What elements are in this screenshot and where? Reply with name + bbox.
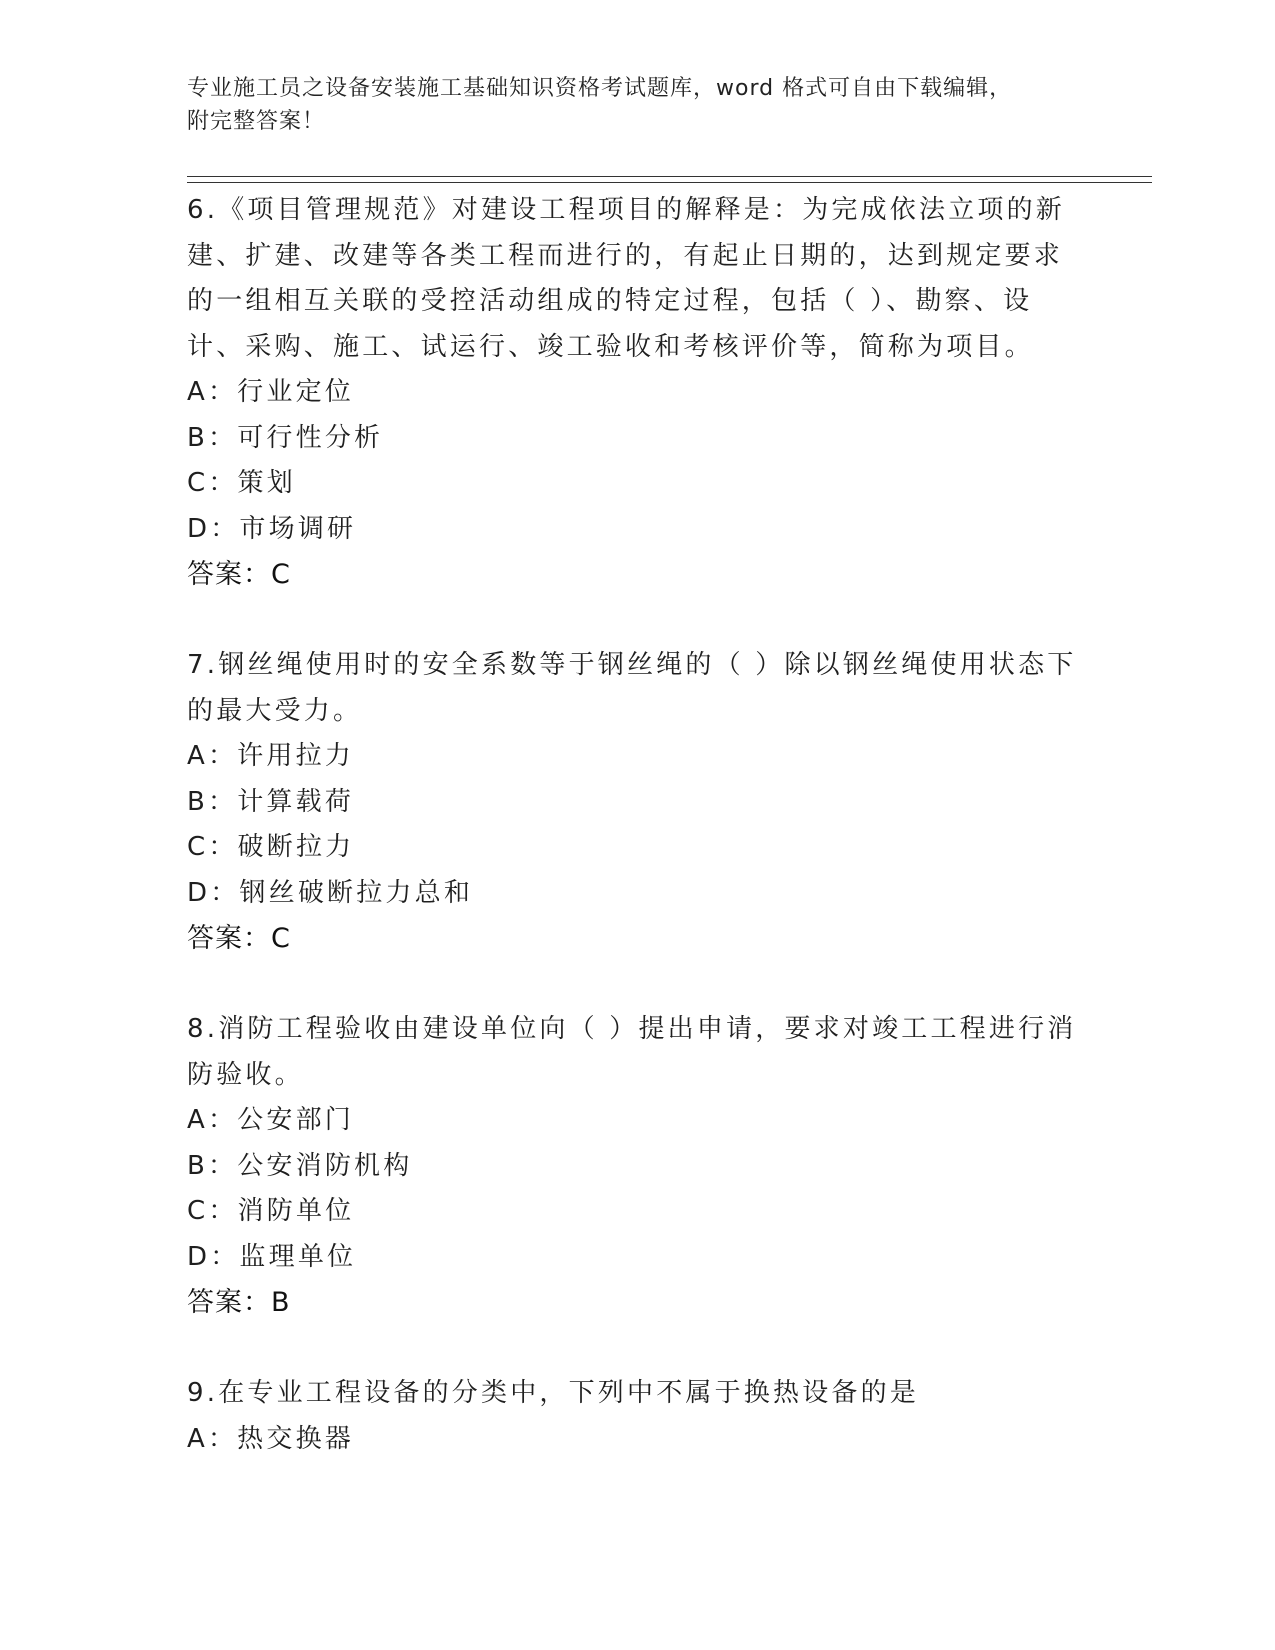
option-a: A：公安部门: [187, 1105, 354, 1135]
option-a: A：行业定位: [187, 377, 354, 407]
option-b: B：计算载荷: [187, 786, 355, 817]
option-d: D：监理单位: [187, 1241, 357, 1272]
header-rule-bottom: [187, 182, 1152, 183]
header-rule-top: [187, 176, 1152, 177]
option-a: A：许用拉力: [187, 741, 354, 771]
option-b: B：可行性分析: [187, 422, 384, 453]
question-9: [187, 1371, 1087, 1462]
header-line-2: 附完整答案！: [187, 109, 326, 134]
question-8: [187, 1007, 1087, 1325]
option-a: A：热交换器: [187, 1423, 354, 1454]
option-c: C：消防单位: [187, 1196, 355, 1226]
option-b: B：公安消防机构: [187, 1150, 413, 1181]
question-stem: 9.在专业工程设备的分类中，下列中不属于换热设备的是: [187, 1378, 920, 1408]
question-stem: 8.消防工程验收由建设单位向（ ）提出申请，要求对竣工工程进行消防验收。: [187, 1014, 1077, 1090]
question-list: [187, 188, 1087, 1508]
answer: 答案：C: [187, 923, 291, 954]
question-6: [187, 188, 1087, 597]
answer: 答案：B: [187, 1287, 291, 1318]
document-header: [187, 72, 1067, 138]
option-c: C：策划: [187, 468, 296, 498]
header-line-1: 专业施工员之设备安装施工基础知识资格考试题库，word 格式可自由下载编辑，: [187, 76, 1013, 101]
question-stem: 7.钢丝绳使用时的安全系数等于钢丝绳的（ ）除以钢丝绳使用状态下的最大受力。: [187, 650, 1077, 726]
option-c: C：破断拉力: [187, 832, 355, 862]
question-7: [187, 643, 1087, 961]
option-d: D：钢丝破断拉力总和: [187, 877, 474, 908]
question-stem: 6.《项目管理规范》对建设工程项目的解释是：为完成依法立项的新建、扩建、改建等各类工程而进行的，有起止日期的，达到规定要求的一组相互关联的受控活动组成的特定过程，包括（ ）、勘察、设计、采购、施工、试运行、竣工验收和考核评价等，简称为项目。: [187, 195, 1066, 362]
answer: 答案：C: [187, 559, 291, 590]
option-d: D：市场调研: [187, 513, 357, 544]
